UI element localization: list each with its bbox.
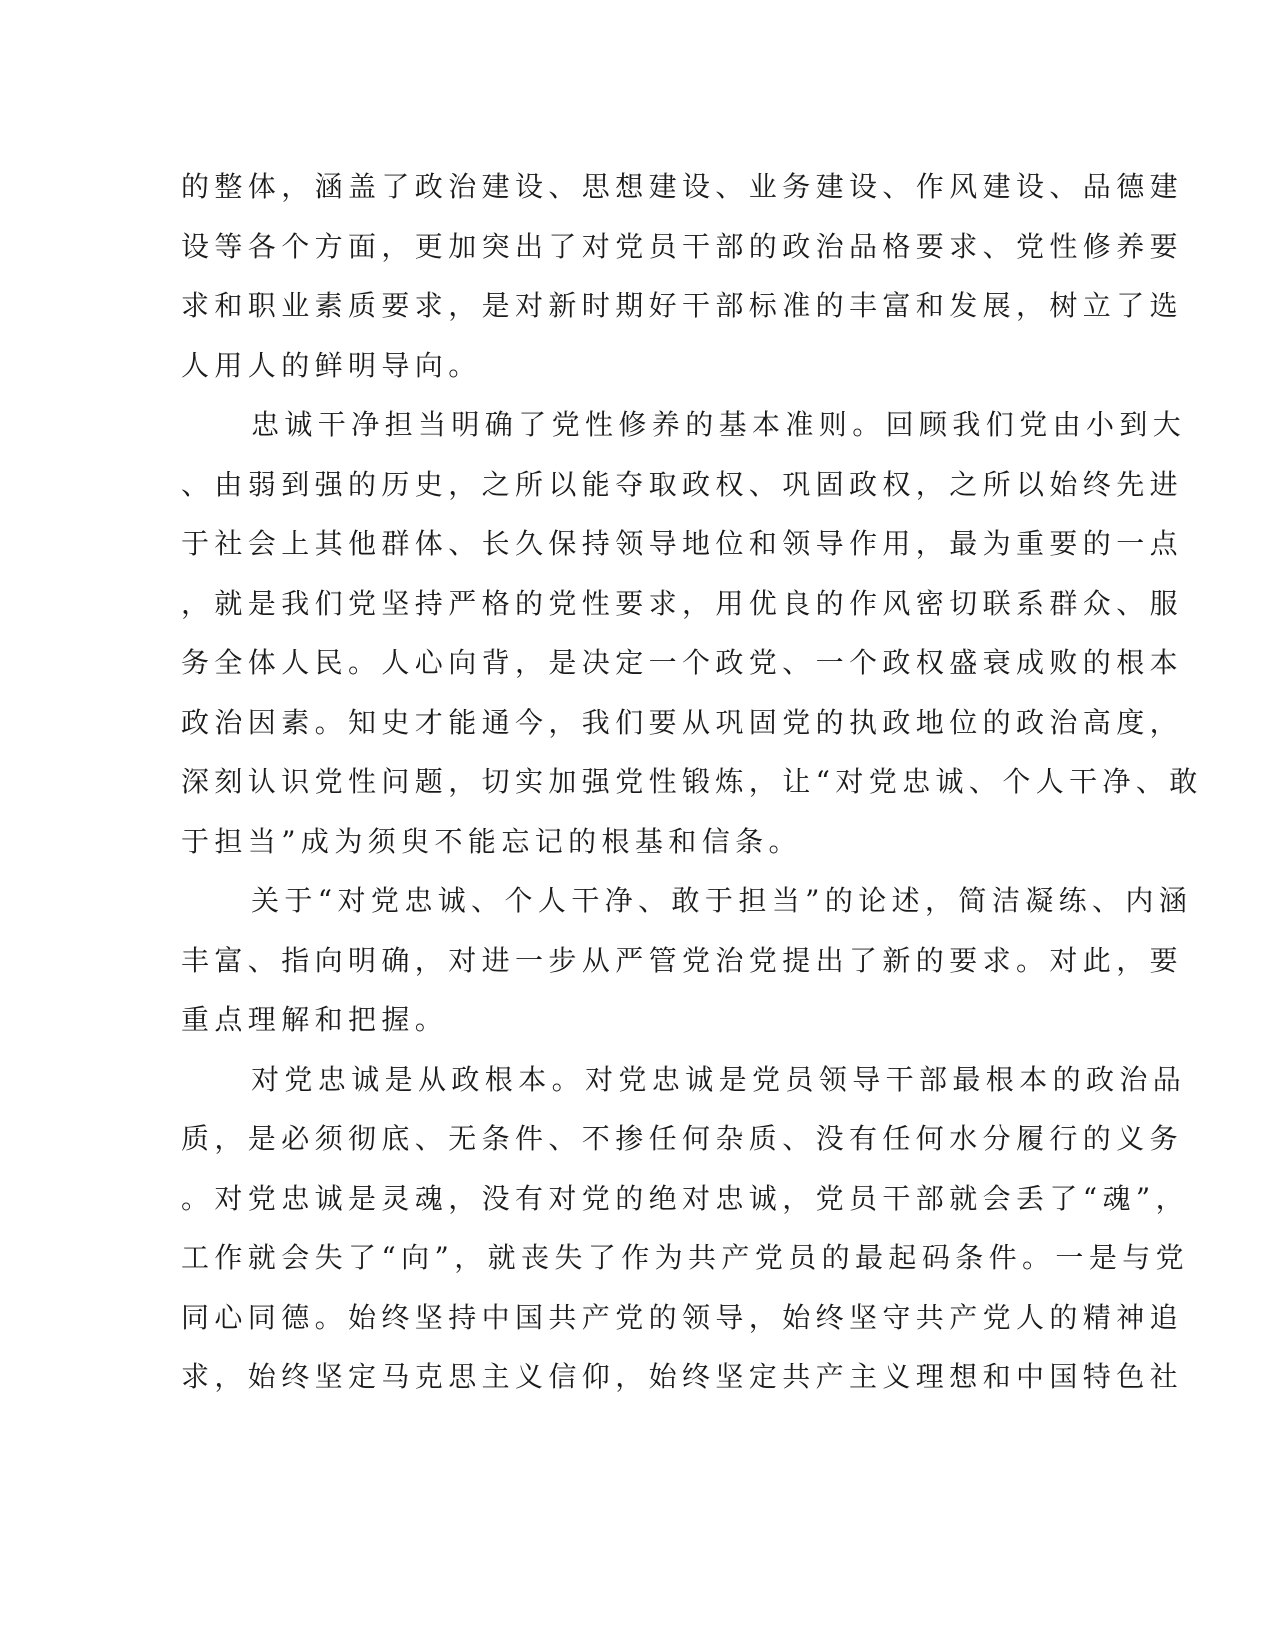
text-line: 。对党忠诚是灵魂，没有对党的绝对忠诚，党员干部就会丢了“魂”， — [181, 1181, 1190, 1215]
text-line: ，就是我们党坚持严格的党性要求，用优良的作风密切联系群众、服 — [181, 586, 1184, 620]
text-line: 于担当”成为须臾不能忘记的根基和信条。 — [181, 824, 802, 858]
text-line: 工作就会失了“向”，就丧失了作为共产党员的最起码条件。一是与党 — [181, 1241, 1190, 1274]
text-line: 于社会上其他群体、长久保持领导地位和领导作用，最为重要的一点 — [181, 527, 1184, 560]
text-line: 设等各个方面，更加突出了对党员干部的政治品格要求、党性修养要 — [181, 229, 1184, 263]
text-line: 人用人的鲜明导向。 — [181, 348, 482, 382]
text-line: 对党忠诚是从政根本。对党忠诚是党员领导干部最根本的政治品 — [251, 1062, 1187, 1096]
text-line: 、由弱到强的历史，之所以能夺取政权、巩固政权，之所以始终先进 — [181, 467, 1184, 501]
text-line: 质，是必须彻底、无条件、不掺任何杂质、没有任何水分履行的义务 — [181, 1122, 1184, 1155]
text-line: 求和职业素质要求，是对新时期好干部标准的丰富和发展，树立了选 — [181, 289, 1184, 322]
text-line: 忠诚干净担当明确了党性修养的基本准则。回顾我们党由小到大 — [251, 408, 1187, 441]
text-line: 政治因素。知史才能通今，我们要从巩固党的执政地位的政治高度， — [181, 705, 1184, 739]
text-line: 同心同德。始终坚持中国共产党的领导，始终坚守共产党人的精神追 — [181, 1300, 1184, 1334]
document-body — [181, 157, 1203, 1407]
text-line: 务全体人民。人心向背，是决定一个政党、一个政权盛衰成败的根本 — [181, 646, 1184, 679]
text-line: 的整体，涵盖了政治建设、思想建设、业务建设、作风建设、品德建 — [181, 170, 1184, 203]
text-line: 重点理解和把握。 — [181, 1003, 449, 1036]
text-line: 关于“对党忠诚、个人干净、敢于担当”的论述，简洁凝练、内涵 — [251, 884, 1193, 917]
text-line: 丰富、指向明确，对进一步从严管党治党提出了新的要求。对此，要 — [181, 943, 1184, 977]
text-line: 深刻认识党性问题，切实加强党性锻炼，让“对党忠诚、个人干净、敢 — [181, 765, 1203, 798]
text-line: 求，始终坚定马克思主义信仰，始终坚定共产主义理想和中国特色社 — [181, 1360, 1184, 1393]
